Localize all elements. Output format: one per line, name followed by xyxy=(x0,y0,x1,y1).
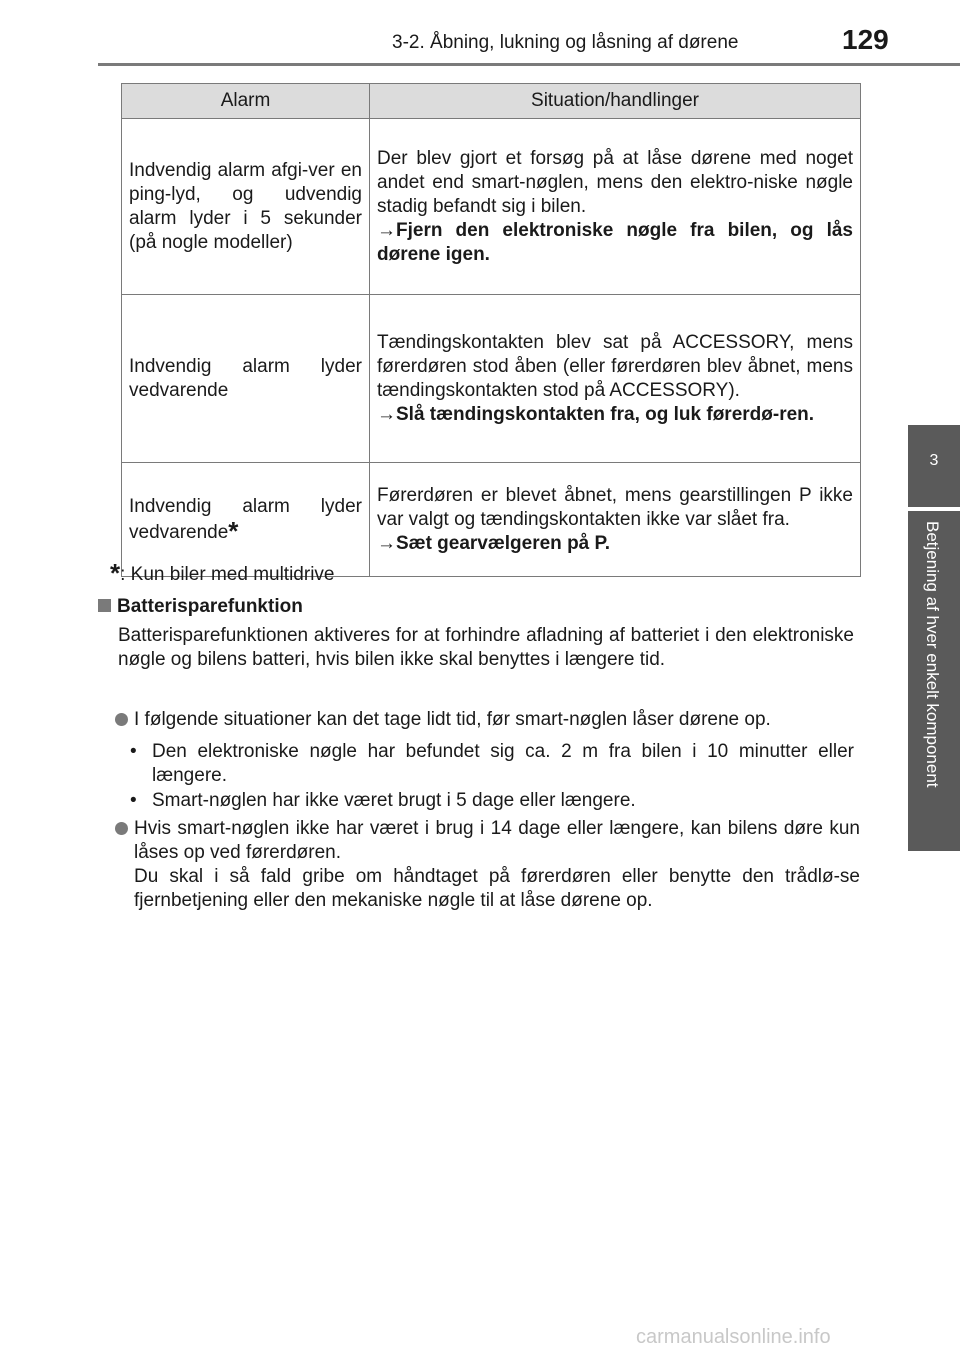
section-heading xyxy=(98,596,303,618)
table-header-row xyxy=(122,84,861,119)
bullet-mark: • xyxy=(130,790,137,811)
alarm-table xyxy=(121,83,861,577)
list-item-text-continued: Du skal i så fald gribe om håndtaget på førerdøren eller benytte den trådlø-se fjernbetjening eller den mekaniske nøgle til at låse dørene op. xyxy=(134,866,860,911)
chapter-title: 3-2. Åbning, lukning og låsning af dørene xyxy=(392,32,739,53)
page-number: 129 xyxy=(842,24,889,55)
arrow-right-icon: → xyxy=(377,219,396,241)
circle-bullet-icon xyxy=(115,822,128,835)
square-bullet-icon xyxy=(98,599,111,612)
action-text xyxy=(377,403,853,427)
sub-list-item xyxy=(130,740,854,788)
circle-bullet-icon xyxy=(115,713,128,726)
side-tab-label xyxy=(908,511,960,851)
action-text xyxy=(377,532,853,556)
table-row xyxy=(122,295,861,463)
footnote-marker: * xyxy=(110,558,121,588)
list-item xyxy=(118,817,860,913)
action-label: Slå tændingskontakten fra, og luk førerdø-ren. xyxy=(396,403,815,425)
alarm-text: Indvendig alarm lyder vedvarende xyxy=(129,355,362,401)
section-intro: Batterisparefunktionen aktiveres for at forhindre afladning af batteriet i den elektroniske nøgle og bilens batteri, hvis bilen ikke skal benyttes i længere tid. xyxy=(118,625,854,670)
alarm-text: Indvendig alarm afgi-ver en ping-lyd, og udvendig alarm lyder i 5 sekunder (på nogle modeller) xyxy=(129,159,362,253)
column-header-situation: Situation/handlinger xyxy=(370,84,861,119)
action-label: Fjern den elektroniske nøgle fra bilen, og lås dørene igen. xyxy=(377,219,853,265)
situation-text: Der blev gjort et forsøg på at låse dørene med noget andet end smart-nøglen, mens den elektro-niske nøgle stadig befandt sig i bilen. xyxy=(377,147,853,217)
section-heading-text: Batterisparefunktion xyxy=(117,596,303,617)
action-text xyxy=(377,219,853,267)
bullet-mark: • xyxy=(130,741,137,762)
column-header-alarm: Alarm xyxy=(122,84,370,119)
list-item xyxy=(118,708,860,732)
situation-cell xyxy=(370,295,861,463)
situation-text: Førerdøren er blevet åbnet, mens gearstillingen P ikke var valgt og tændingskontakten ikke var slået fra. xyxy=(377,484,853,530)
alarm-text: Indvendig alarm lyder vedvarende xyxy=(129,495,362,543)
footnote-text: : Kun biler med multidrive xyxy=(120,564,335,585)
action-label: Sæt gearvælgeren på P. xyxy=(396,532,611,554)
footnote-marker: * xyxy=(228,515,239,546)
sub-list-item-text: Smart-nøglen har ikke været brugt i 5 dage eller længere. xyxy=(152,790,636,811)
arrow-right-icon: → xyxy=(377,403,396,425)
list-item-text: Hvis smart-nøglen ikke har været i brug i 14 dage eller længere, kan bilens døre kun låses op ved førerdøren. xyxy=(134,818,860,863)
watermark: carmanualsonline.info xyxy=(636,1326,831,1348)
alarm-cell xyxy=(122,119,370,295)
list-item-text: I følgende situationer kan det tage lidt tid, før smart-nøglen låser dørene op. xyxy=(134,709,771,730)
side-tab-number-text: 3 xyxy=(929,452,939,469)
side-tab-label-text: Betjening af hver enkelt komponent xyxy=(923,521,942,788)
situation-cell xyxy=(370,463,861,577)
table-row xyxy=(122,119,861,295)
footnote xyxy=(110,558,335,589)
side-tab-number xyxy=(908,425,960,507)
arrow-right-icon: → xyxy=(377,532,396,554)
sub-list-item xyxy=(130,789,854,813)
situation-text: Tændingskontakten blev sat på ACCESSORY, mens førerdøren stod åben (eller førerdøren blev åbnet, mens tændingskontakten stod på ACCESSORY). xyxy=(377,331,853,401)
sub-list-item-text: Den elektroniske nøgle har befundet sig ca. 2 m fra bilen i 10 minutter eller længere. xyxy=(152,741,854,786)
situation-cell xyxy=(370,119,861,295)
alarm-cell xyxy=(122,295,370,463)
header-divider xyxy=(98,63,960,66)
